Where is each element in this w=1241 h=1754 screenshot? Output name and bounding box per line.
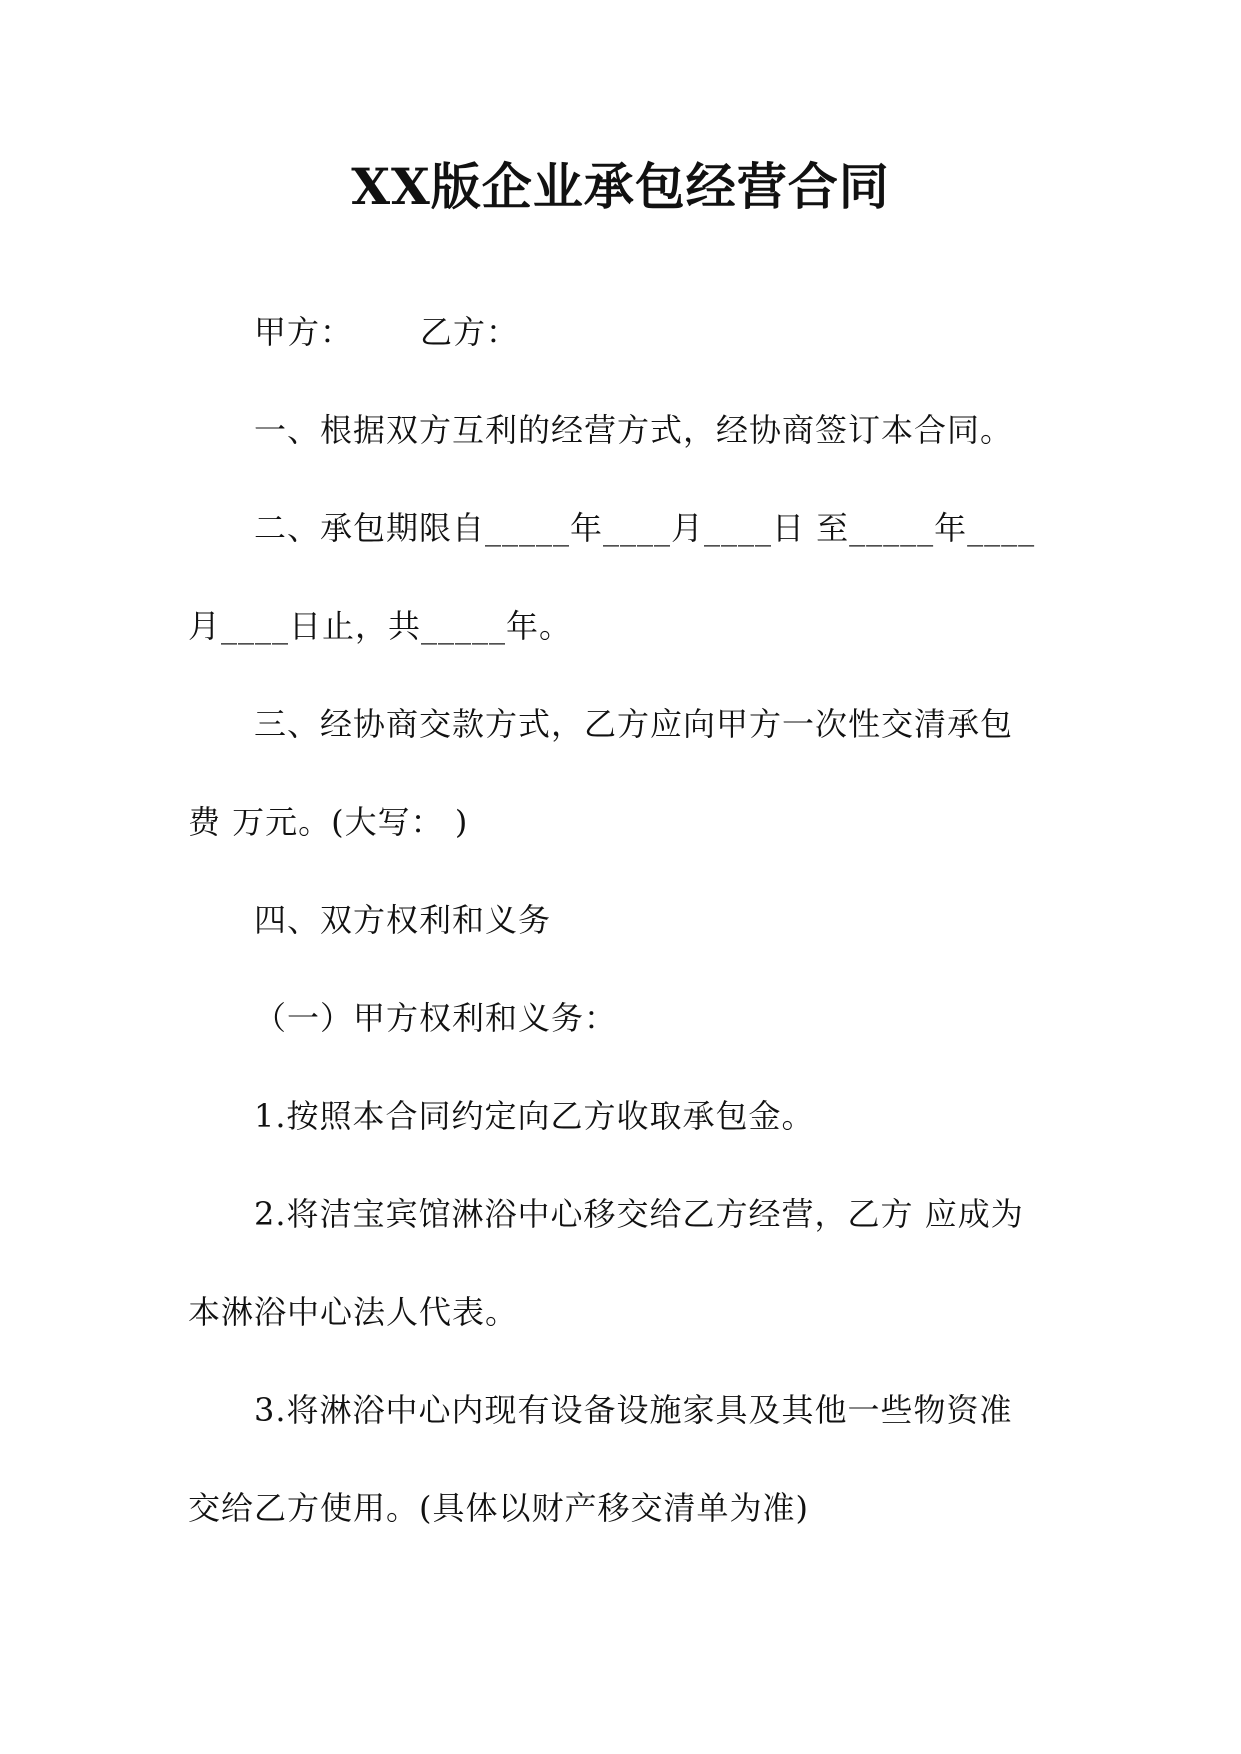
party-a-rights-heading: （一）甲方权利和义务： (254, 999, 618, 1037)
parties-line: 甲方： 乙方： (254, 313, 520, 351)
clause-2-line-1: 二、承包期限自_____年____月____日 至_____年____ (254, 509, 1036, 547)
clause-4-heading: 四、双方权利和义务 (254, 901, 552, 939)
document-body (188, 300, 1048, 1574)
party-a-item-3-line-2: 交给乙方使用。(具体以财产移交清单为准) (188, 1489, 809, 1527)
clause-2-line-2: 月____日止，共_____年。 (188, 607, 573, 645)
clause-3-line-1: 三、经协商交款方式，乙方应向甲方一次性交清承包 (254, 705, 1014, 743)
party-a-item-1: 1.按照本合同约定向乙方收取承包金。 (254, 1097, 815, 1135)
party-a-item-3-line-1: 3.将淋浴中心内现有设备设施家具及其他一些物资准 (254, 1391, 1013, 1429)
party-a-item-2-line-2: 本淋浴中心法人代表。 (188, 1293, 519, 1331)
clause-3-line-2: 费 万元。(大写： ) (188, 803, 469, 841)
clause-1: 一、根据双方互利的经营方式，经协商签订本合同。 (254, 411, 1014, 449)
document-title: XX版企业承包经营合同 (351, 157, 890, 216)
party-a-item-2-line-1: 2.将洁宝宾馆淋浴中心移交给乙方经营，乙方 应成为 (254, 1195, 1024, 1233)
